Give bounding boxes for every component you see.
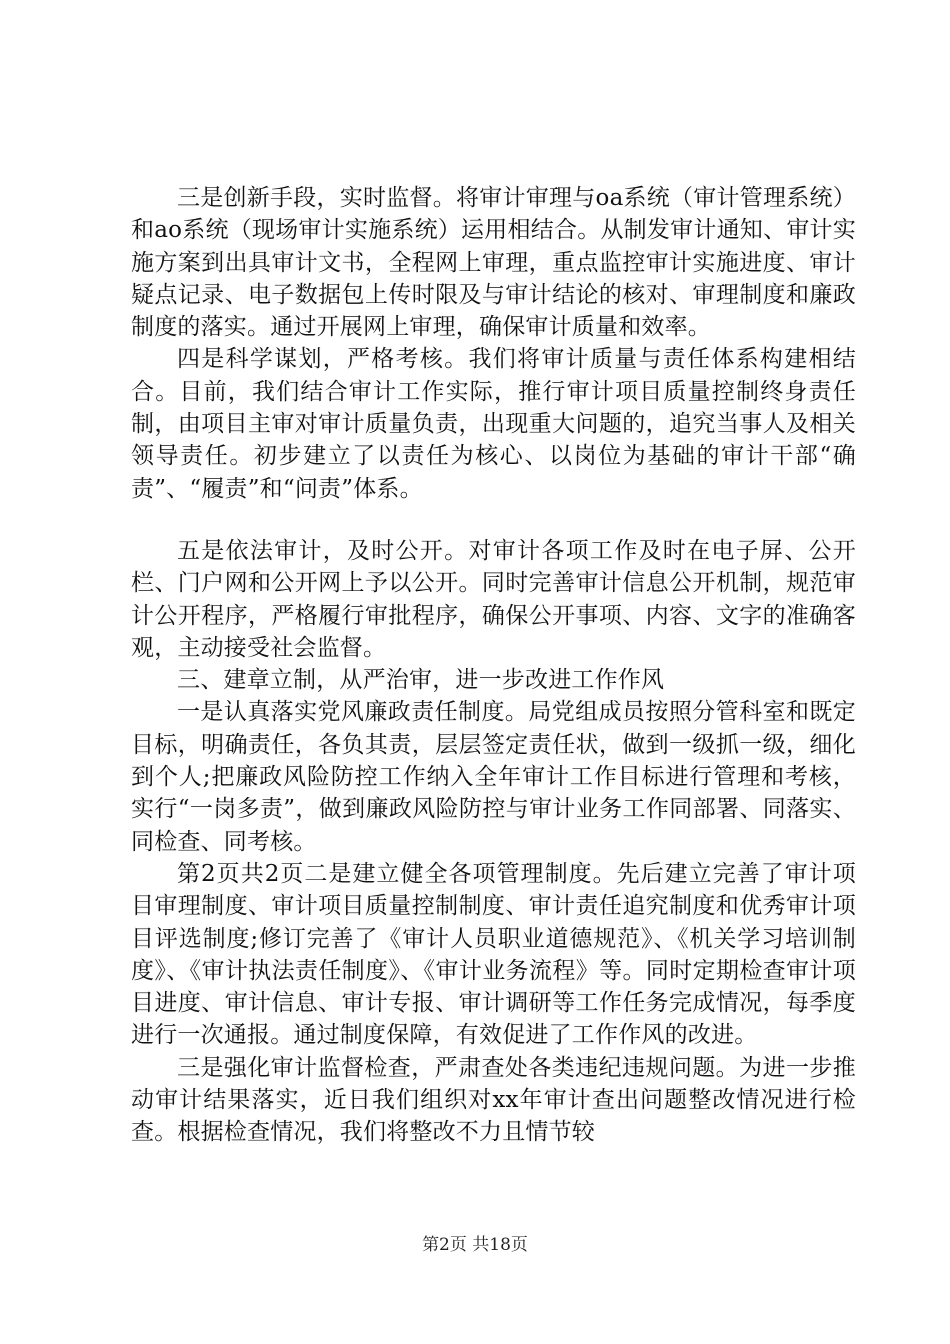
page-footer: 第2页 共18页: [422, 1235, 528, 1255]
paragraph-innovation-monitoring: 三是创新手段，实时监督。将审计审理与oa系统（审计管理系统）和ao系统（现场审计实施系统）运用相结合。从制发审计通知、审计实施方案到出具审计文书，全程网上审理，重点监控审计实施进度、审计疑点记录、电子数据包上传时限及与审计结论的核对、审理制度和廉政制度的落实。通过开展网上审理，确保审计质量和效率。: [131, 185, 856, 341]
paragraph-supervision-inspection: 三是强化审计监督检查，严肃查处各类违纪违规问题。为进一步推动审计结果落实，近日我们组织对xx年审计查出问题整改情况进行检查。根据检查情况，我们将整改不力且情节较: [131, 1054, 856, 1146]
document-body: [131, 182, 856, 1149]
paragraph-integrity-responsibility: 一是认真落实党风廉政责任制度。局党组成员按照分管科室和既定目标，明确责任，各负其责，层层签定责任状，做到一级抓一级，细化到个人;把廉政风险防控工作纳入全年审计工作目标进行管理和考核，实行“一岗多责”，做到廉政风险防控与审计业务工作同部署、同落实、同检查、同考核。: [131, 699, 856, 855]
paragraph-gap: [131, 505, 856, 535]
paragraph-planning-assessment: 四是科学谋划，严格考核。我们将审计质量与责任体系构建相结合。目前，我们结合审计工作实际，推行审计项目质量控制终身责任制，由项目主审对审计质量负责，出现重大问题的，追究当事人及相关领导责任。初步建立了以责任为核心、以岗位为基础的审计干部“确责”、“履责”和“问责”体系。: [131, 346, 856, 502]
section-heading-regulations: 三、建章立制，从严治审，进一步改进工作作风: [177, 667, 665, 694]
paragraph-management-systems: 第2页共2页二是建立健全各项管理制度。先后建立完善了审计项目审理制度、审计项目质量控制制度、审计责任追究制度和优秀审计项目评选制度;修订完善了《审计人员职业道德规范》、《机关学习培训制度》、《审计执法责任制度》、《审计业务流程》等。同时定期检查审计项目进度、审计信息、审计专报、审计调研等工作任务完成情况，每季度进行一次通报。通过制度保障，有效促进了工作作风的改进。: [131, 860, 856, 1049]
paragraph-lawful-audit-disclosure: 五是依法审计，及时公开。对审计各项工作及时在电子屏、公开栏、门户网和公开网上予以公开。同时完善审计信息公开机制，规范审计公开程序，严格履行审批程序，确保公开事项、内容、文字的准确客观，主动接受社会监督。: [131, 537, 856, 661]
